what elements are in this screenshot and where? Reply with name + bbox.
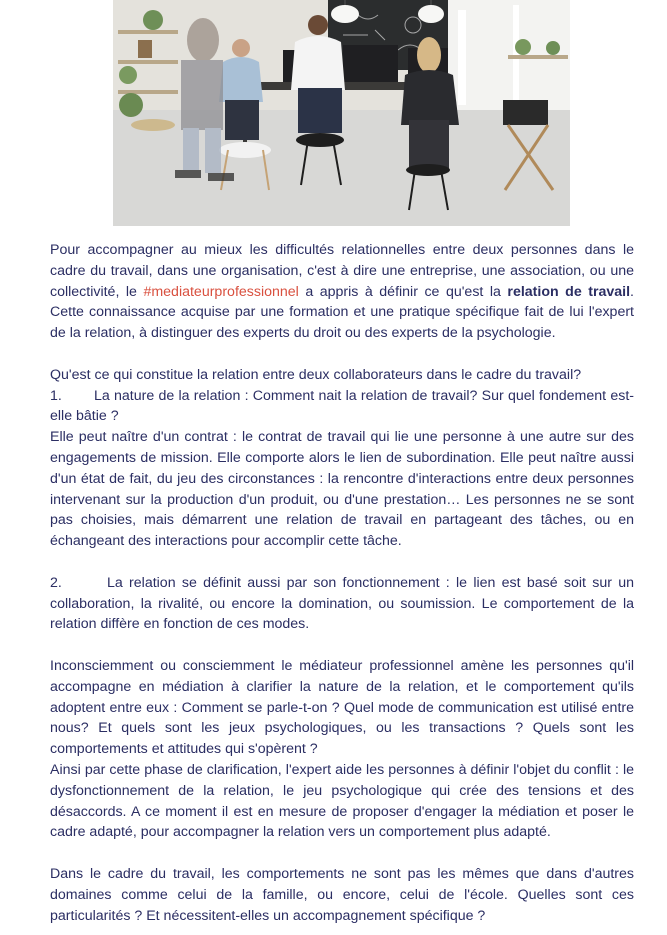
office-photo: [113, 0, 570, 226]
list-item-1-detail: Elle peut naître d'un contrat : le contrat de travail qui lie une personne à une autre sur des engagements de mission. Elle comporte alors le lien de subordination. Elle peut naître aussi d'un état de fait, du jeu des circonstances : la rencontre d'interactions entre deux personnes intervenant sur la production d'un produit, ou d'une prestation… Les personnes ne se sont pas choisies, mais démarrent une relation de travail en partageant des tâches, ou en échangeant des interactions pour accomplir cette tâche.: [50, 429, 634, 550]
mediator-paragraph-2: Ainsi par cette phase de clarification, l'expert aide les personnes à définir l'objet du conflit : le dysfonctionnement de la relation, le jeu psychologique qui crée des tensions et des désaccords. A ce moment il est en mesure de proposer d'engager la médiation et poser le cadre adapté, pour accompagner la relation vers un comportement plus adapté.: [50, 761, 634, 841]
list-item-1-text: La nature de la relation : Comment nait la relation de travail? Sur quel fondement est-elle bâtie ?: [50, 387, 634, 425]
list-item-2-number: 2.: [50, 574, 62, 591]
list-item-1-number: 1.: [50, 387, 62, 404]
final-paragraph: Dans le cadre du travail, les comportements ne sont pas les mêmes que dans d'autres domaines comme celui de la famille, ou encore, celui de l'école. Quelles sont ces particularités ? Et nécessitent-elles un accompagnement spécifique ?: [50, 865, 634, 924]
intro-text-a: Pour accompagner au mieux les difficultés relationnelles entre deux personnes dans le cadre du travail, dans une organisation, c'est à dire une entreprise, une association, ou une collectivité, le: [50, 242, 634, 300]
intro-text-b: a appris à définir ce qu'est la: [298, 283, 508, 300]
office-photo-illustration: [113, 0, 570, 226]
list-item-1: [50, 386, 634, 428]
intro-emphasis: relation de travail: [507, 283, 631, 300]
intro-text-c: . Cette connaissance acquise par une formation et une pratique spécifique fait de lui l'expert de la relation, à distinguer des experts du droit ou des experts de la psychologie.: [50, 283, 634, 342]
mediator-paragraph-1: Inconsciemment ou consciemment le médiateur professionnel amène les personnes qu'il accompagne en médiation à clarifier la nature de la relation, et le comportement qu'ils adoptent entre eux : Comment se parle-t-on ? Quel mode de communication est utilisé entre nous? Et quels sont les jeux psychologiques, ou les transactions ? Quels sont les comportements et attitudes qui s'opèrent ?: [50, 657, 634, 758]
intro-paragraph: [50, 240, 634, 344]
article-body: [50, 240, 634, 926]
list-item-2-text: La relation se définit aussi par son fonctionnement : le lien est basé soit sur un collaboration, la rivalité, ou encore la domination, ou soumission. Le comportement de la relation diffère en fonction de ces modes.: [50, 574, 634, 633]
question-line: Qu'est ce qui constitue la relation entre deux collaborateurs dans le cadre du travail?: [50, 366, 582, 383]
hashtag-link[interactable]: #mediateurprofessionnel: [143, 283, 299, 300]
list-item-2: [50, 573, 634, 635]
